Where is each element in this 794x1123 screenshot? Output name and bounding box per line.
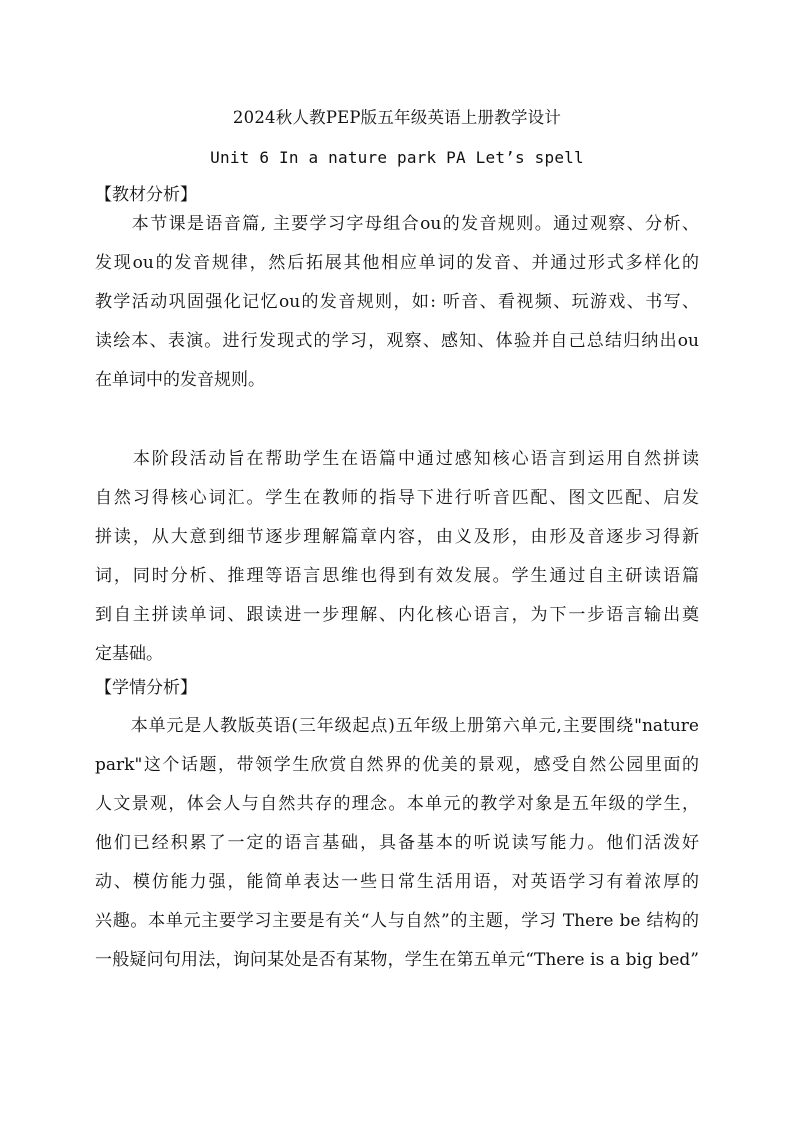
paragraph-line: 到自主拼读单词、跟读进一步理解、内化核心语言，为下一步语言输出奠	[95, 605, 699, 625]
paragraph-line: 本阶段活动旨在帮助学生在语篇中通过感知核心语言到运用自然拼读	[95, 449, 699, 469]
paragraph-line: 拼读，从大意到细节逐步理解篇章内容，由义及形，由形及音逐步习得新	[95, 527, 699, 547]
learner-analysis-paragraph-1	[95, 707, 699, 980]
paragraph-line: 定基础。	[95, 644, 163, 664]
section-heading-textbook-analysis: 【教材分析】	[95, 185, 197, 205]
paragraph-line: 在单词中的发音规则。	[95, 370, 265, 390]
paragraph-line: park"这个话题，带领学生欣赏自然界的优美的景观，感受自然公园里面的	[95, 755, 699, 775]
paragraph-line: 他们已经积累了一定的语言基础，具备基本的听说读写能力。他们活泼好	[95, 833, 699, 853]
textbook-analysis-paragraph-2	[95, 440, 699, 674]
paragraph-line: 本节课是语音篇, 主要学习字母组合ou的发音规则。通过观察、分析、	[95, 214, 699, 234]
section-heading-learner-analysis: 【学情分析】	[95, 678, 197, 698]
paragraph-line: 动、模仿能力强，能简单表达一些日常生活用语，对英语学习有着浓厚的	[95, 872, 699, 892]
paragraph-line: 自然习得核心词汇。学生在教师的指导下进行听音匹配、图文匹配、启发	[95, 488, 699, 508]
textbook-analysis-paragraph-1	[95, 205, 699, 400]
paragraph-line: 一般疑问句用法，询问某处是否有某物，学生在第五单元“There is a big bed”	[95, 950, 699, 970]
paragraph-line: 词，同时分析、推理等语言思维也得到有效发展。学生通过自主研读语篇	[95, 566, 699, 586]
paragraph-line: 人文景观，体会人与自然共存的理念。本单元的教学对象是五年级的学生，	[95, 794, 699, 814]
paragraph-line: 读绘本、表演。进行发现式的学习，观察、感知、体验并自己总结归纳出ou	[95, 331, 699, 351]
paragraph-line: 兴趣。本单元主要学习主要是有关“人与自然”的主题，学习 There be 结构的	[95, 911, 699, 931]
paragraph-line: 发现ou的发音规律，然后拓展其他相应单词的发音、并通过形式多样化的	[95, 253, 699, 273]
document-subtitle: Unit 6 In a nature park PA Let’s spell	[210, 148, 584, 167]
paragraph-line: 教学活动巩固强化记忆ou的发音规则，如: 听音、看视频、玩游戏、书写、	[95, 292, 699, 312]
paragraph-line: 本单元是人教版英语(三年级起点)五年级上册第六单元,主要围绕"nature	[95, 716, 699, 736]
document-title: 2024秋人教PEP版五年级英语上册教学设计	[232, 108, 562, 127]
